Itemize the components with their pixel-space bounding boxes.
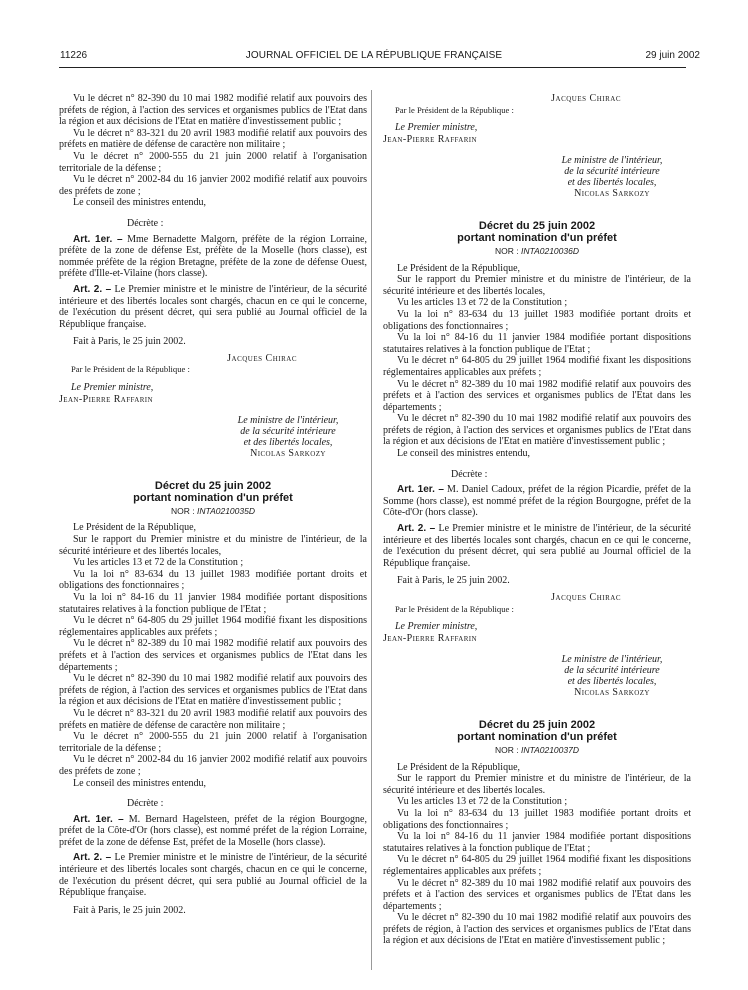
pm-name: Jean-Pierre Raffarin: [383, 632, 477, 644]
visa-paragraph: Vu le décret n° 82-389 du 10 mai 1982 modifié relatif aux pouvoirs des préfets et à l'action des services et organismes publics de l'Etat dans les départements ;: [59, 638, 367, 673]
nor-reference: NOR : INTA0210037D: [495, 744, 579, 755]
visa-paragraph: Vu la loi n° 84-16 du 11 janvier 1984 modifiée portant dispositions statutaires relatives à la fonction publique de l'Etat ;: [59, 592, 367, 615]
nor-reference: NOR : INTA0210035D: [171, 505, 255, 516]
pm-title: Le Premier ministre,: [71, 382, 154, 394]
journal-title: JOURNAL OFFICIEL DE LA RÉPUBLIQUE FRANÇAISE: [245, 50, 503, 61]
minister-title: et des libertés locales,: [243, 437, 333, 449]
visa-paragraph: Sur le rapport du Premier ministre et du ministre de l'intérieur, de la sécurité intérieure et des libertés locales.: [383, 773, 691, 796]
article-text: M. Bernard Hagelsteen, préfet de la région Bourgogne, préfet de la Côte-d'Or (hors classe), est nommé préfet de la région Lorraine, préfet de la zone de défense Est, préfet de la Moselle (hors classe).: [59, 813, 367, 848]
pm-title: Le Premier ministre,: [395, 122, 478, 134]
article-label: Art. 2. –: [73, 283, 112, 295]
visa-paragraph: Vu le décret n° 82-390 du 10 mai 1982 modifié relatif aux pouvoirs des préfets de région, à l'action des services et organismes publics de l'Etat dans la région et aux décisions de l'Etat en matière d'investissement public ;: [59, 673, 367, 708]
visa-paragraph: Vu le décret n° 2000-555 du 21 juin 2000 relatif à l'organisation territoriale de la défense ;: [59, 150, 367, 174]
header-rule: [59, 67, 686, 68]
article-text: Le Premier ministre et le ministre de l'intérieur, de la sécurité intérieure et des libertés locales sont chargés, chacun en ce qui le concerne, de l'exécution du présent décret, qui sera publié au Journal officiel de la République française.: [383, 523, 691, 569]
visa-paragraph: Vu le décret n° 83-321 du 20 avril 1983 modifié relatif aux pouvoirs des préfets en matière de défense de caractère non militaire ;: [59, 707, 367, 731]
decrete-label: Décrète :: [451, 468, 488, 480]
visa-paragraph: Vu le décret n° 64-805 du 29 juillet 1964 modifié fixant les dispositions réglementaires applicables aux préfets ;: [59, 615, 367, 638]
visa-paragraph: Sur le rapport du Premier ministre et du ministre de l'intérieur, de la sécurité intérieure et des libertés locales,: [383, 274, 691, 297]
visa-paragraph: Vu le décret n° 83-321 du 20 avril 1983 modifié relatif aux pouvoirs des préfets en matière de défense de caractère non militaire ;: [59, 127, 367, 151]
nor-reference: NOR : INTA0210036D: [495, 245, 579, 256]
visa-paragraph: Vu la loi n° 83-634 du 13 juillet 1983 modifiée portant droits et obligations des fonctionnaires ;: [383, 308, 691, 332]
visa-paragraph: Vu le décret n° 64-805 du 29 juillet 1964 modifié fixant les dispositions réglementaires applicables aux préfets ;: [383, 854, 691, 877]
minister-title: et des libertés locales,: [567, 177, 657, 189]
article-text: Le Premier ministre et le ministre de l'intérieur, de la sécurité intérieure et des libertés locales sont chargés, chacun en ce qui le concerne, de l'exécution du présent décret, qui sera publié au Journal officiel de la République française.: [59, 283, 367, 330]
president-signature: Jacques Chirac: [551, 93, 621, 104]
minister-title: Le ministre de l'intérieur,: [561, 155, 663, 167]
decree-block: [383, 220, 691, 699]
par-le-president: Par le Président de la République :: [395, 603, 514, 614]
visa-paragraph: Vu le décret n° 82-389 du 10 mai 1982 modifié relatif aux pouvoirs des préfets et à l'action des services et organismes publics de l'Etat dans les départements ;: [383, 877, 691, 912]
visa-paragraph: Sur le rapport du Premier ministre et du ministre de l'intérieur, de la sécurité intérieure et des libertés locales,: [59, 534, 367, 557]
left-column: [59, 93, 367, 916]
article-label: Art. 1er. –: [397, 484, 444, 496]
article-2: [59, 852, 367, 898]
visa-paragraph: Vu les articles 13 et 72 de la Constitution ;: [397, 297, 568, 309]
par-le-president: Par le Président de la République :: [395, 104, 514, 115]
article-1: [59, 814, 367, 849]
right-column: [383, 93, 691, 947]
page-header: [0, 50, 748, 66]
article-text: Mme Bernadette Malgorn, préfète de la région Lorraine, préfète de la zone de défense Est, préfète de la Moselle (hors classe), est nommée préfète de la région Bretagne, préfète de la zone de défense Ouest, préfète d'Ille-et-Vilaine (hors classe).: [59, 233, 367, 280]
visa-paragraph: Vu le décret n° 82-390 du 10 mai 1982 modifié relatif aux pouvoirs des préfets de région, à l'action des services et organismes publics de l'Etat dans la région et aux décisions de l'Etat en matière d'investissement public ;: [59, 93, 367, 128]
decree-block: [59, 480, 367, 917]
decree-subtitle: portant nomination d'un préfet: [457, 731, 617, 744]
visa-paragraph: Vu le décret n° 64-805 du 29 juillet 1964 modifié fixant les dispositions réglementaires applicables aux préfets ;: [383, 355, 691, 378]
article-2: [59, 284, 367, 330]
minister-title: de la sécurité intérieure: [564, 665, 660, 677]
visa-paragraph: Vu la loi n° 83-634 du 13 juillet 1983 modifiée portant droits et obligations des fonctionnaires ;: [383, 807, 691, 831]
pm-name: Jean-Pierre Raffarin: [59, 393, 153, 405]
decree-block: [383, 719, 691, 947]
visa-paragraph: Le Président de la République,: [397, 262, 521, 274]
visa-paragraph: Vu le décret n° 2000-555 du 21 juin 2000 relatif à l'organisation territoriale de la défense ;: [59, 731, 367, 754]
minister-name: Nicolas Sarkozy: [250, 448, 326, 460]
visa-paragraph: Vu la loi n° 84-16 du 11 janvier 1984 modifiée portant dispositions statutaires relatives à la fonction publique de l'Etat ;: [383, 332, 691, 355]
visa-paragraph: Vu le décret n° 82-390 du 10 mai 1982 modifié relatif aux pouvoirs des préfets de région, à l'action des services et organismes publics de l'Etat dans la région et aux décisions de l'Etat en matière d'investissement public ;: [383, 912, 691, 947]
column-divider: [371, 90, 372, 970]
article-text: Le Premier ministre et le ministre de l'intérieur, de la sécurité intérieure et des libertés locales sont chargés, chacun en ce qui le concerne, de l'exécution du présent décret, qui sera publié au Journal officiel de la République française.: [59, 852, 367, 899]
pm-name: Jean-Pierre Raffarin: [383, 133, 477, 145]
decree-title: Décret du 25 juin 2002: [154, 479, 272, 492]
article-label: Art. 2. –: [397, 523, 436, 535]
issue-date: 29 juin 2002: [645, 50, 700, 61]
minister-name: Nicolas Sarkozy: [574, 188, 650, 200]
pm-title: Le Premier ministre,: [395, 621, 478, 633]
minister-title: Le ministre de l'intérieur,: [237, 415, 339, 427]
visa-paragraph: Vu les articles 13 et 72 de la Constitution ;: [73, 557, 244, 569]
page-number: 11226: [60, 50, 88, 61]
visa-paragraph: Vu la loi n° 84-16 du 11 janvier 1984 modifiée portant dispositions statutaires relatives à la fonction publique de l'Etat ;: [383, 831, 691, 854]
decree-title: Décret du 25 juin 2002: [478, 718, 596, 731]
minister-title: de la sécurité intérieure: [240, 426, 336, 438]
article-label: Art. 1er. –: [73, 813, 124, 825]
minister-name: Nicolas Sarkozy: [574, 687, 650, 699]
article-1: [59, 234, 367, 280]
visa-paragraph: Vu le décret n° 82-390 du 10 mai 1982 modifié relatif aux pouvoirs des préfets de région, à l'action des services et organismes publics de l'Etat dans la région et aux décisions de l'Etat en matière d'investissement public ;: [383, 413, 691, 448]
decree-subtitle: portant nomination d'un préfet: [133, 492, 293, 505]
decrete-label: Décrète :: [127, 217, 164, 229]
article-1: [383, 484, 691, 519]
visa-paragraph: Vu le décret n° 2002-84 du 16 janvier 2002 modifié relatif aux pouvoirs des préfets de zone ;: [59, 754, 367, 777]
visa-paragraph: Le Président de la République,: [397, 761, 521, 773]
decree-subtitle: portant nomination d'un préfet: [457, 232, 617, 245]
par-le-president: Par le Président de la République :: [71, 364, 190, 375]
president-signature: Jacques Chirac: [551, 592, 621, 603]
decree-title: Décret du 25 juin 2002: [478, 219, 596, 232]
president-signature: Jacques Chirac: [227, 352, 297, 364]
visa-paragraph: Le conseil des ministres entendu,: [73, 197, 207, 209]
visa-paragraph: Le conseil des ministres entendu,: [73, 777, 207, 789]
article-2: [383, 523, 691, 569]
article-text: M. Daniel Cadoux, préfet de la région Picardie, préfet de la Somme (hors classe), est nommé préfet de la région Bourgogne, préfet de la Côte-d'Or (hors classe).: [383, 484, 691, 519]
minister-title: de la sécurité intérieure: [564, 166, 660, 178]
visa-paragraph: Le Président de la République,: [73, 522, 197, 534]
decrete-label: Décrète :: [127, 798, 164, 810]
visa-paragraph: Vu les articles 13 et 72 de la Constitution ;: [397, 796, 568, 808]
minister-title: et des libertés locales,: [567, 676, 657, 688]
fait-a-paris: Fait à Paris, le 25 juin 2002.: [397, 575, 510, 587]
visa-paragraph: Le conseil des ministres entendu,: [397, 448, 531, 460]
article-label: Art. 2. –: [73, 852, 112, 864]
minister-title: Le ministre de l'intérieur,: [561, 654, 663, 666]
fait-a-paris: Fait à Paris, le 25 juin 2002.: [73, 336, 186, 348]
fait-a-paris: Fait à Paris, le 25 juin 2002.: [73, 904, 186, 916]
article-label: Art. 1er. –: [73, 233, 123, 245]
visa-paragraph: Vu le décret n° 82-389 du 10 mai 1982 modifié relatif aux pouvoirs des préfets et à l'action des services et organismes publics de l'Etat dans les départements ;: [383, 378, 691, 413]
visa-paragraph: Vu la loi n° 83-634 du 13 juillet 1983 modifiée portant droits et obligations des fonctionnaires ;: [59, 568, 367, 592]
visa-paragraph: Vu le décret n° 2002-84 du 16 janvier 2002 modifié relatif aux pouvoirs des préfets de zone ;: [59, 174, 367, 197]
